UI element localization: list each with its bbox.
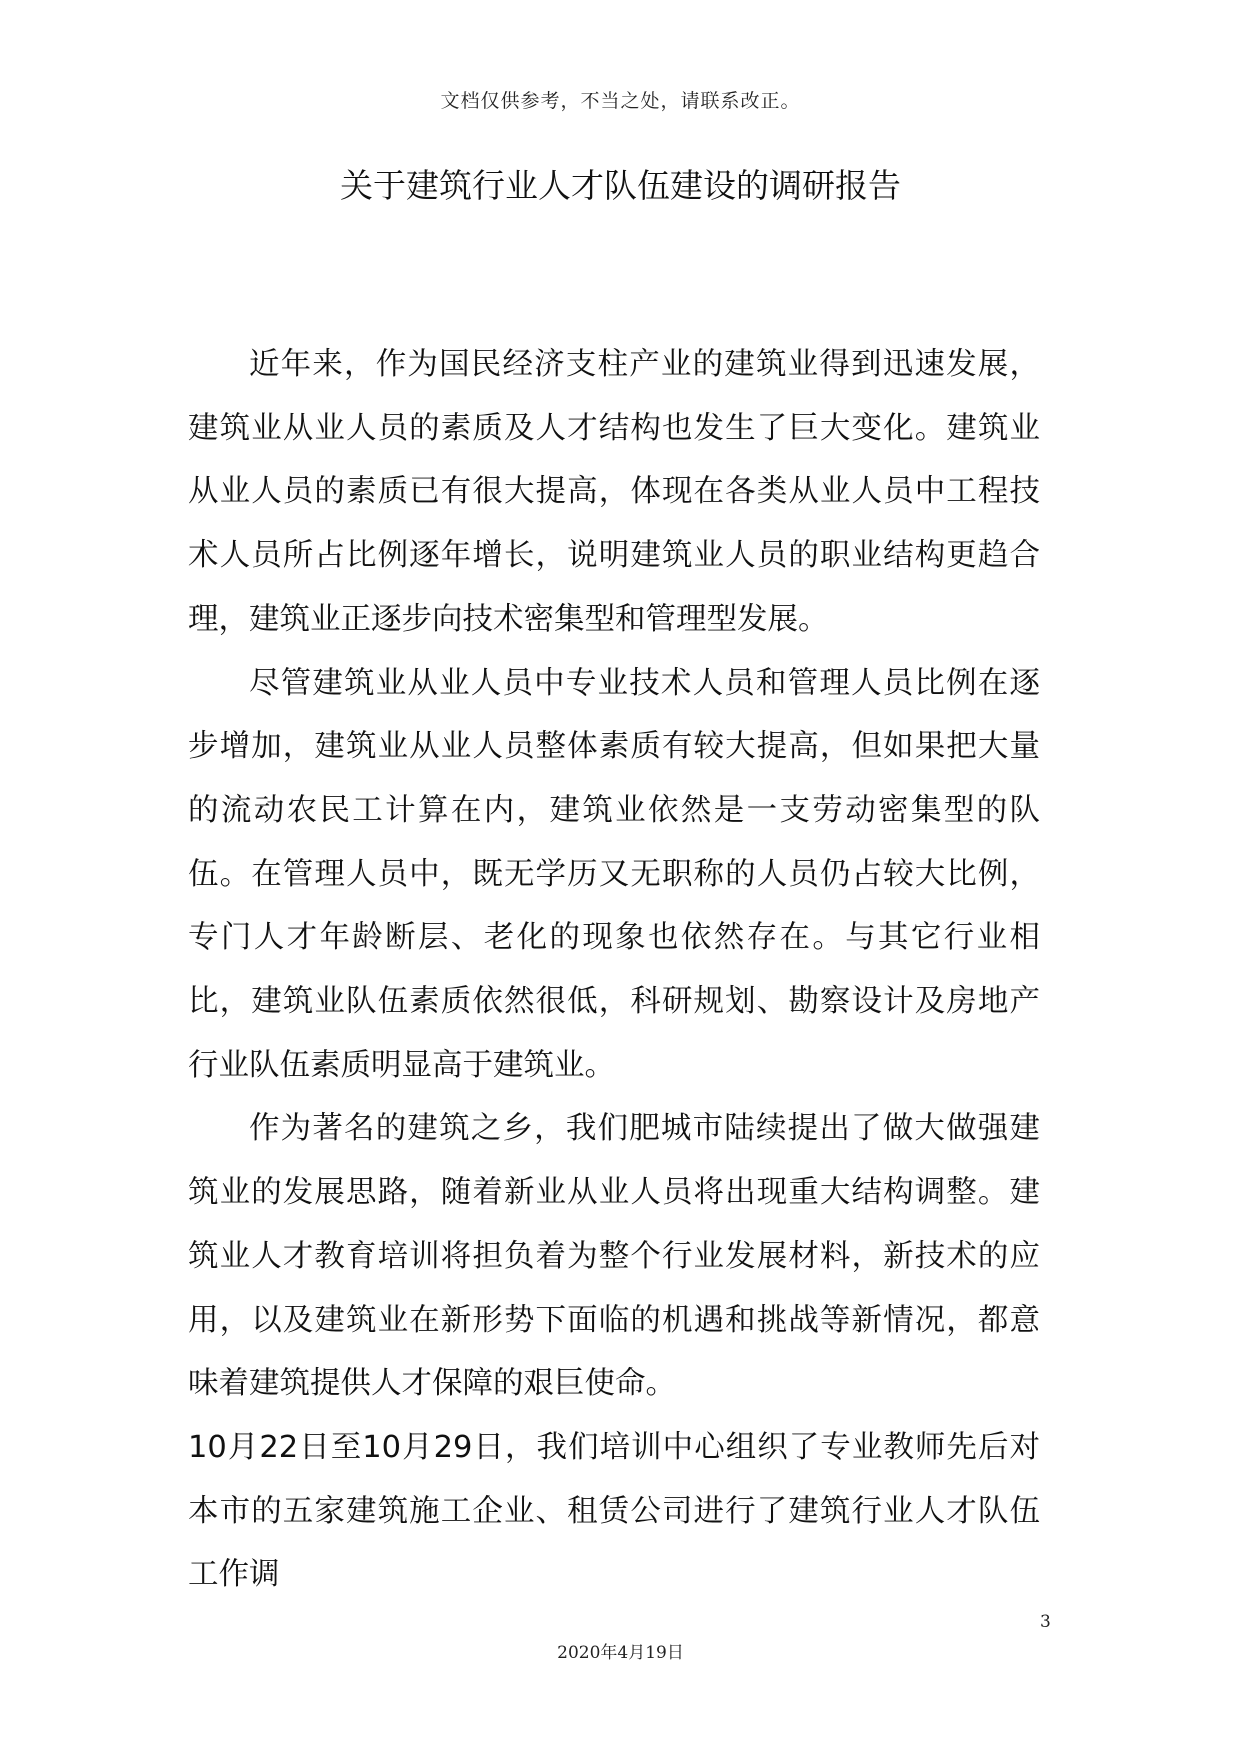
page-number: 3 [1040,1612,1051,1632]
header-note: 文档仅供参考，不当之处，请联系改正。 [440,90,801,112]
document-title: 关于建筑行业人才队伍建设的调研报告 [340,166,901,205]
document-body [188,333,1040,1607]
footer-date: 2020年4月19日 [557,1643,684,1663]
body-paragraph-3: 作为著名的建筑之乡，我们肥城市陆续提出了做大做强建筑业的发展思路，随着新业从业人员将出现重大结构调整。建筑业人才教育培训将担负着为整个行业发展材料，新技术的应用，以及建筑业在新形势下面临的机遇和挑战等新情况，都意味着建筑提供人才保障的艰巨使命。 [188,1111,1040,1402]
body-paragraph-2: 尽管建筑业从业人员中专业技术人员和管理人员比例在逐步增加，建筑业从业人员整体素质有较大提高，但如果把大量的流动农民工计算在内，建筑业依然是一支劳动密集型的队伍。在管理人员中，既无学历又无职称的人员仍占较大比例，专门人才年龄断层、老化的现象也依然存在。与其它行业相比，建筑业队伍素质依然很低，科研规划、勘察设计及房地产行业队伍素质明显高于建筑业。 [188,665,1040,1083]
body-paragraph-1: 近年来，作为国民经济支柱产业的建筑业得到迅速发展，建筑业从业人员的素质及人才结构也发生了巨大变化。建筑业从业人员的素质已有很大提高，体现在各类从业人员中工程技术人员所占比例逐年增长，说明建筑业人员的职业结构更趋合理，建筑业正逐步向技术密集型和管理型发展。 [188,347,1040,637]
body-paragraph-4: 10月22日至10月29日，我们培训中心组织了专业教师先后对本市的五家建筑施工企业、租赁公司进行了建筑行业人才队伍工作调 [188,1429,1040,1593]
